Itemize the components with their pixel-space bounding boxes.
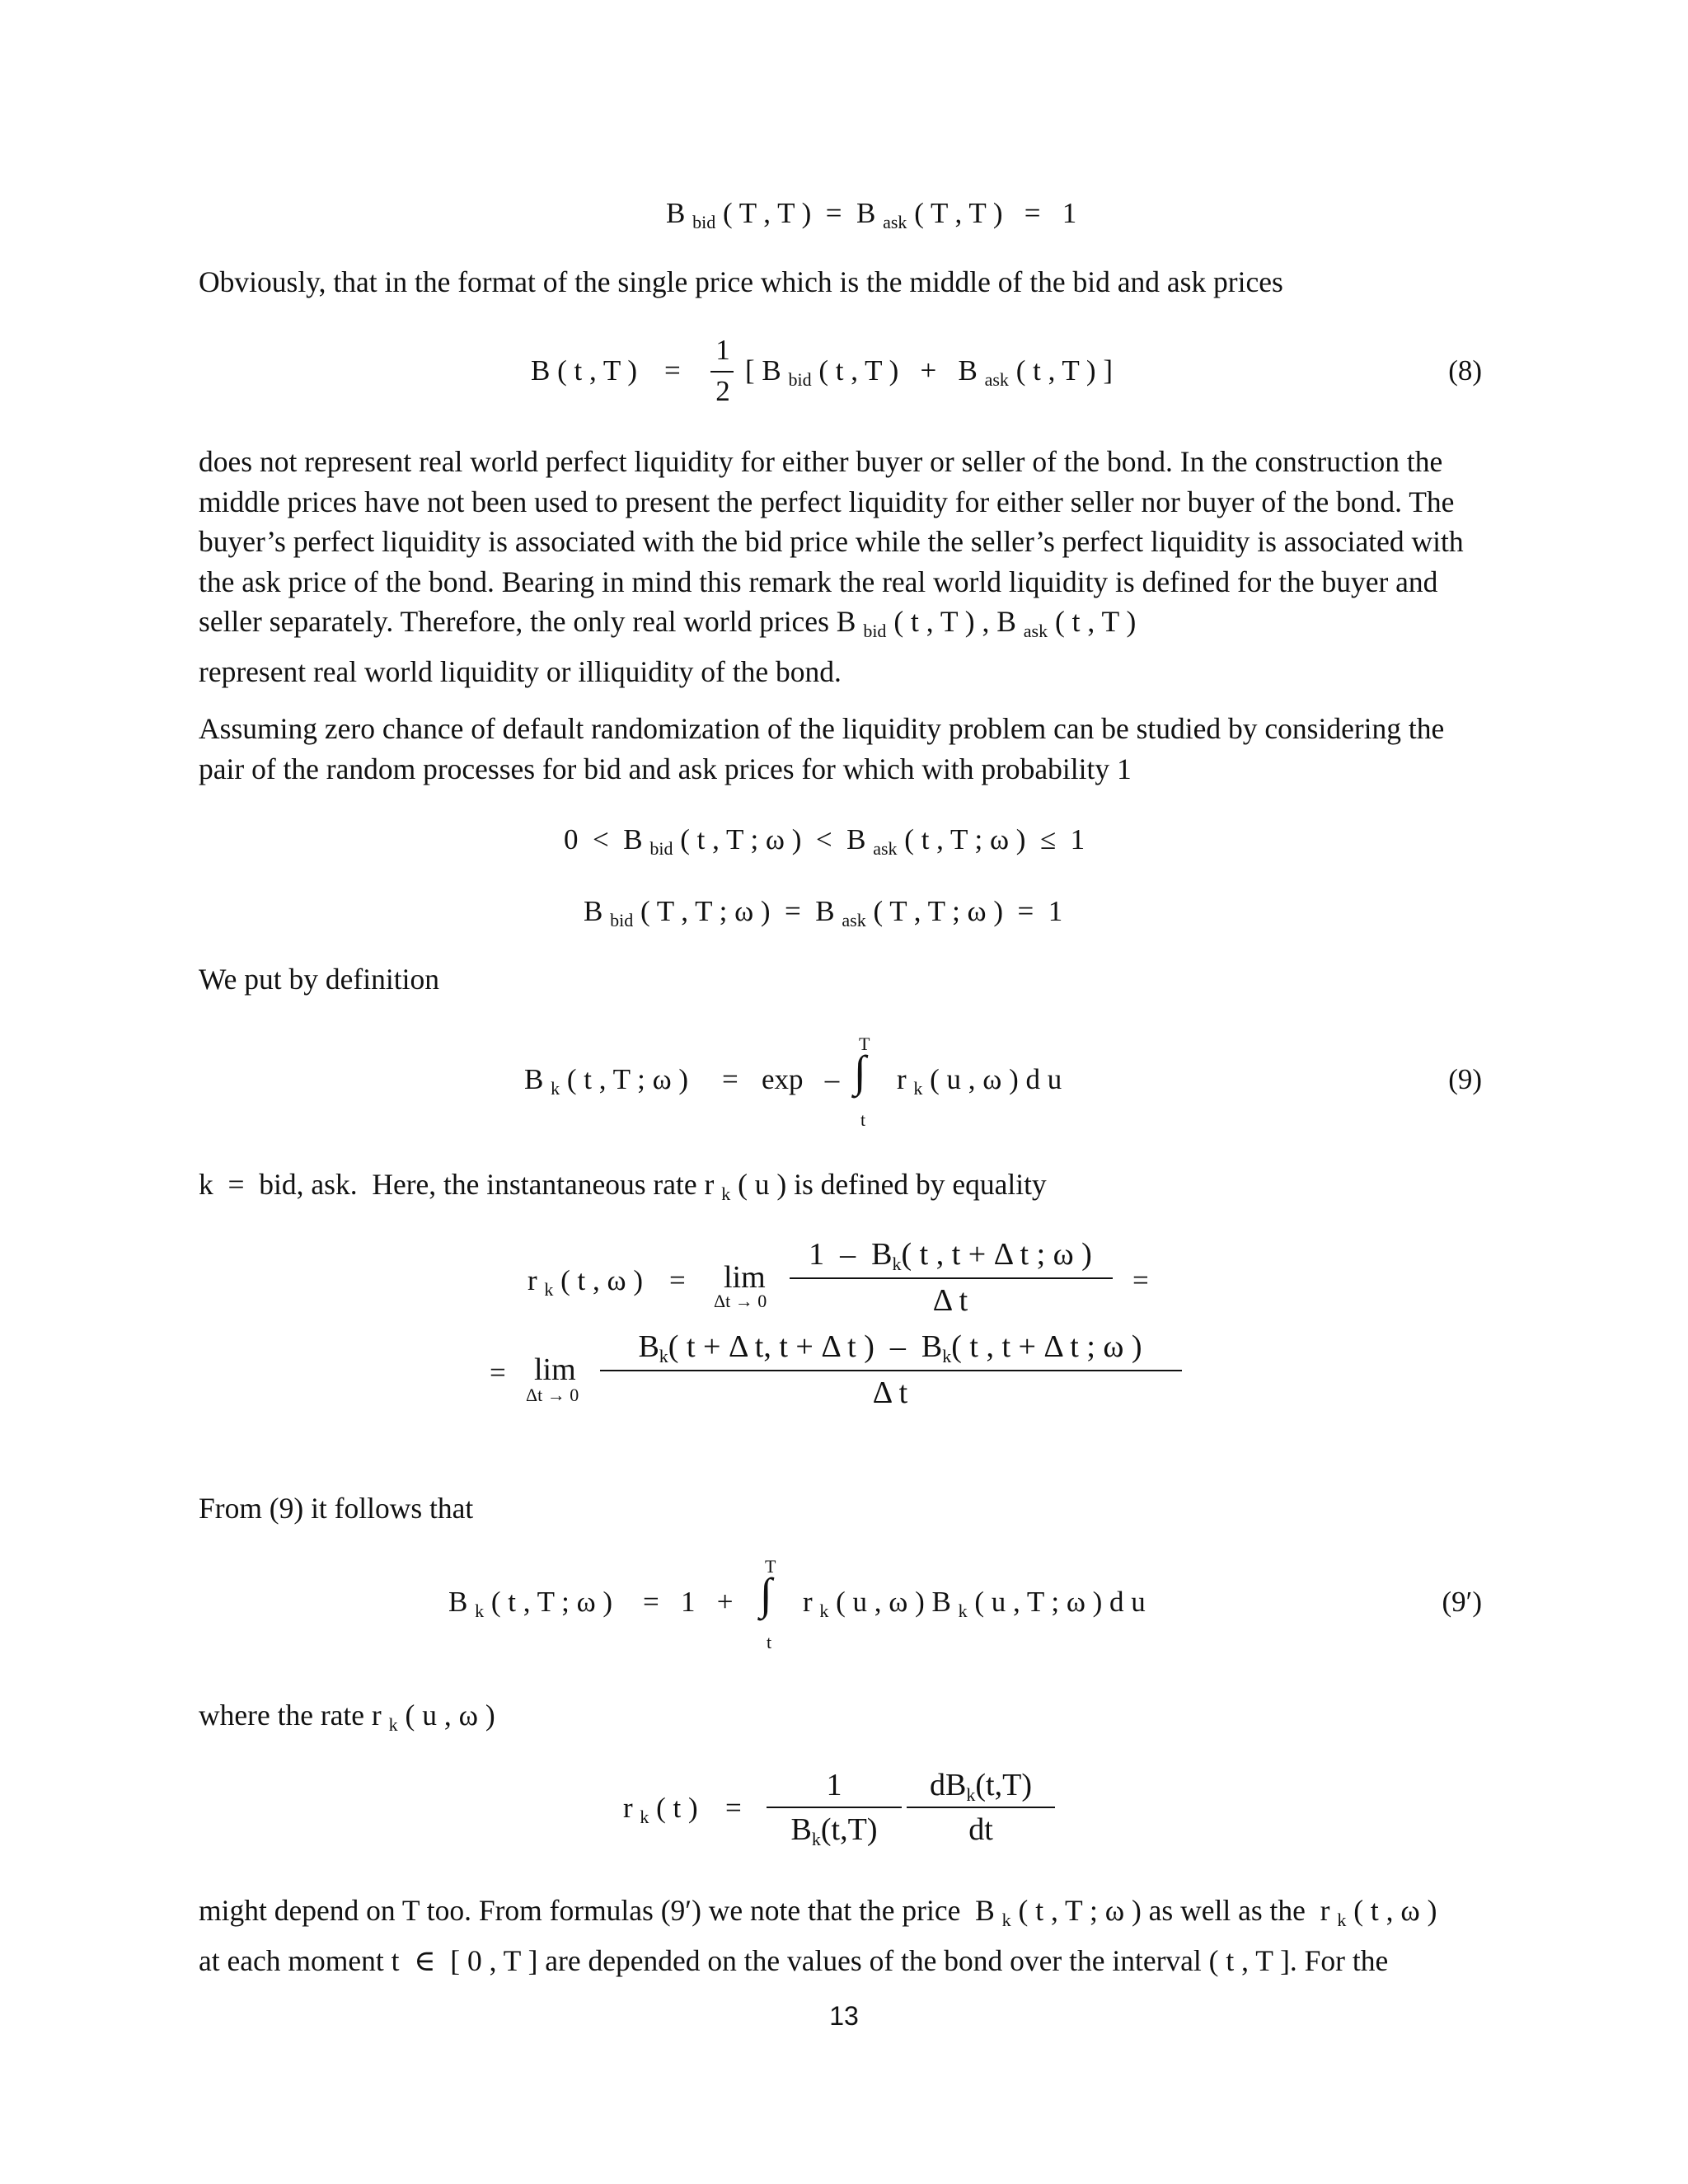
eq-text: =	[725, 1792, 742, 1824]
equation-inequality	[564, 823, 1085, 865]
equation-number	[1434, 1586, 1482, 1619]
eq-text: Δt → 0	[714, 1291, 767, 1311]
eq-subscript: k	[640, 1807, 649, 1827]
eq-equals	[669, 1264, 686, 1297]
eq-text: ( t , t + Δ t ; ω )	[951, 1329, 1142, 1364]
eq-text: ( t , T ) + B	[818, 354, 978, 387]
equation-terminal-price	[666, 197, 1076, 239]
eq-text: B	[638, 1329, 659, 1364]
eq-text: T	[859, 1033, 870, 1054]
fraction-bar	[790, 1277, 1113, 1279]
eq-subscript: bid	[692, 212, 716, 232]
eq-text: [ B	[745, 354, 781, 387]
paragraph-text: Obviously, that in the format of the single price which is the middle of the bid and ask prices	[199, 265, 1283, 298]
inline-subscript: k	[388, 1714, 398, 1735]
eq-text: t	[767, 1632, 772, 1652]
paragraph-text: ( t , T ) , B	[893, 605, 1016, 638]
eq-symbol: B	[666, 197, 686, 229]
fraction-bar	[600, 1370, 1182, 1371]
paragraph	[199, 959, 1493, 1000]
eq-subscript: ask	[984, 369, 1009, 390]
fraction-numerator	[710, 334, 735, 367]
eq-subscript: k	[551, 1078, 560, 1099]
equation-number	[1434, 354, 1482, 387]
paragraph-text: ( t , T )	[1054, 605, 1137, 638]
limit-operator	[534, 1353, 576, 1386]
paragraph	[199, 442, 1493, 691]
eq-text: =	[664, 354, 681, 387]
eq-equals	[490, 1357, 506, 1390]
eq-exp	[762, 1063, 839, 1096]
fraction-bar	[710, 371, 734, 373]
paragraph-text: ( t , ω )	[1353, 1894, 1437, 1927]
eq-text: ∫	[854, 1047, 866, 1096]
integral-lower-limit	[767, 1632, 771, 1653]
eq-text: ( T , T ; ω ) = 1	[873, 895, 1063, 927]
eq-text: B ( t , T )	[531, 354, 637, 387]
equation-terminal-condition	[584, 895, 1062, 937]
fraction-numerator	[600, 1330, 1180, 1373]
eq-text: (9)	[1448, 1063, 1482, 1095]
eq-subscript: k	[942, 1346, 952, 1366]
fraction-bar	[907, 1807, 1055, 1808]
eq-text: ( t + Δ t, t + Δ t ) – B	[668, 1329, 943, 1364]
fraction-denominator	[767, 1813, 902, 1856]
eq-integrand	[803, 1586, 1146, 1628]
eq-text: 1 – B	[809, 1237, 893, 1272]
paragraph	[199, 1488, 1493, 1529]
paragraph-text: ( u ) is defined by equality	[738, 1168, 1047, 1201]
eq-text: 1	[826, 1768, 842, 1802]
eq-text: ( t , T ) ]	[1015, 354, 1113, 387]
paragraph-text: might depend on T too. From formulas (9′) we note that the price B	[199, 1894, 995, 1927]
paragraph-text: represent real world liquidity or illiquidity of the bond.	[199, 654, 842, 688]
inline-subscript: k	[1001, 1910, 1011, 1930]
eq-subscript: ask	[842, 910, 866, 930]
eq-subscript: ask	[883, 212, 907, 232]
eq-subscript: ask	[873, 838, 898, 859]
eq-text: B	[448, 1586, 468, 1618]
fraction-numerator	[790, 1238, 1111, 1281]
fraction-denominator	[600, 1376, 1180, 1409]
eq-subscript: k	[913, 1078, 923, 1099]
eq-text: ( u , ω ) B	[836, 1586, 951, 1618]
eq-lhs	[528, 1264, 643, 1306]
paragraph-text: k = bid, ask. Here, the instantaneous rate r	[199, 1168, 715, 1201]
eq-text: ( u , ω ) d u	[930, 1063, 1062, 1095]
eq-text: B	[790, 1812, 812, 1847]
eq-text: dt	[968, 1812, 993, 1847]
eq-equals	[1132, 1264, 1149, 1297]
eq-subscript: bid	[610, 910, 634, 930]
limit-operator	[724, 1261, 766, 1294]
paragraph-text: ( t , T ; ω ) as well as the r	[1018, 1894, 1330, 1927]
eq-text: ( t , T ; ω )	[490, 1586, 613, 1618]
eq-text: 0 < B	[564, 823, 643, 855]
paragraph-text: does not represent real world perfect liquidity for either buyer or seller of the bond. In the construction the middle prices have not been used to present the perfect liquidity for either seller nor buyer of the bond. The buyer’s perfect liquidity is associated with the bid price while the seller’s perfect liquidity is associated with the ask price of the bond. Bearing in mind this remark the real world liquidity is defined for the buyer and seller separately. Therefore, the only real world prices B	[199, 445, 1464, 638]
paragraph	[199, 1695, 1493, 1746]
eq-subscript: k	[892, 1254, 902, 1274]
paragraph-text: ( u , ω )	[405, 1699, 495, 1732]
eq-text: =	[490, 1357, 506, 1389]
eq-subscript: k	[966, 1784, 976, 1805]
page-number-text: 13	[829, 2001, 859, 2031]
eq-text: 2	[715, 375, 730, 407]
eq-subscript: bid	[788, 369, 812, 390]
paragraph	[199, 262, 1493, 302]
eq-text: r	[803, 1586, 813, 1618]
eq-equals	[725, 1792, 742, 1825]
eq-text: ∫	[760, 1569, 772, 1619]
fraction-bar	[767, 1807, 902, 1808]
eq-text: (8)	[1448, 354, 1482, 387]
eq-text: lim	[534, 1352, 576, 1387]
paragraph	[199, 709, 1493, 789]
eq-text: r	[897, 1063, 907, 1095]
eq-text: T	[765, 1556, 776, 1577]
eq-text: r	[528, 1264, 537, 1296]
inline-subscript: k	[1337, 1910, 1347, 1930]
eq-text: =	[1132, 1264, 1149, 1296]
eq-text: (9′)	[1442, 1586, 1482, 1618]
eq-text: ( t , T ; ω )	[566, 1063, 689, 1095]
eq-text: r	[623, 1792, 633, 1824]
eq-text: =	[722, 1063, 738, 1095]
fraction-denominator	[710, 375, 735, 408]
limit-subscript	[526, 1385, 579, 1406]
eq-text: t	[860, 1109, 866, 1130]
eq-equals	[722, 1063, 738, 1096]
eq-text: 1	[715, 334, 730, 366]
eq-text: B	[584, 895, 603, 927]
fraction-numerator	[767, 1769, 902, 1802]
eq-text: Δt → 0	[526, 1385, 579, 1405]
fraction-denominator	[790, 1284, 1111, 1317]
eq-text: ( T , T ; ω ) = B	[640, 895, 835, 927]
eq-text: ( t )	[656, 1792, 698, 1824]
paragraph	[199, 1165, 1493, 1215]
eq-text: exp –	[762, 1063, 840, 1095]
eq-subscript: k	[659, 1346, 668, 1366]
paragraph	[199, 1891, 1493, 1980]
paragraph-text: at each moment t ∈ [ 0 , T ] are depended on the values of the bond over the interval ( t , T ]. For the	[199, 1943, 1389, 1977]
fraction-denominator	[907, 1813, 1055, 1846]
eq-subscript: k	[811, 1829, 821, 1849]
eq-subscript: bid	[649, 838, 673, 859]
eq-text: lim	[724, 1260, 766, 1295]
paragraph-text: From (9) it follows that	[199, 1492, 474, 1525]
eq-text: (t,T)	[820, 1812, 878, 1847]
limit-subscript	[714, 1291, 767, 1312]
equation-number	[1434, 1063, 1482, 1096]
paragraph-text: We put by definition	[199, 963, 439, 996]
integral-sign	[854, 1047, 866, 1096]
eq-text: ( t , ω )	[560, 1264, 643, 1296]
eq-subscript: k	[475, 1601, 485, 1621]
eq-text: Δ t	[872, 1376, 908, 1410]
eq-text: ( t , T ; ω ) < B	[680, 823, 866, 855]
integral-lower-limit	[860, 1109, 865, 1131]
inline-subscript: ask	[1023, 621, 1048, 641]
integral-sign	[760, 1569, 772, 1619]
eq-subscript: k	[544, 1279, 554, 1300]
eq-lhs	[524, 1063, 688, 1105]
eq-text: (t,T)	[975, 1768, 1032, 1802]
inline-subscript: k	[721, 1183, 731, 1204]
fraction-numerator	[907, 1769, 1055, 1811]
eq-text: B	[524, 1063, 544, 1095]
eq-text: ( T , T ) = 1	[914, 197, 1077, 229]
eq-integrand	[897, 1063, 1062, 1105]
eq-subscript: k	[958, 1601, 968, 1621]
paragraph-text: where the rate r	[199, 1699, 382, 1732]
page-number	[0, 2001, 1688, 2032]
eq-text: Δ t	[932, 1283, 968, 1318]
eq-equals	[664, 354, 681, 387]
eq-text: = 1 +	[643, 1586, 734, 1618]
eq-lhs	[448, 1586, 612, 1628]
eq-text: ( T , T ) = B	[722, 197, 876, 229]
eq-text: ( u , T ; ω ) d u	[974, 1586, 1146, 1618]
eq-subscript: k	[819, 1601, 829, 1621]
eq-text: =	[669, 1264, 686, 1296]
inline-subscript: bid	[863, 621, 887, 641]
eq-lhs	[531, 354, 637, 387]
eq-equals	[643, 1586, 733, 1619]
eq-lhs	[623, 1792, 698, 1834]
eq-text: dB	[930, 1768, 967, 1802]
eq-rhs	[745, 354, 1113, 396]
eq-text: ( t , T ; ω ) ≤ 1	[904, 823, 1085, 855]
paragraph-text: Assuming zero chance of default randomization of the liquidity problem can be studied by considering the pair of the random processes for bid and ask prices for which with probability 1	[199, 712, 1445, 785]
eq-text: ( t , t + Δ t ; ω )	[901, 1237, 1092, 1272]
